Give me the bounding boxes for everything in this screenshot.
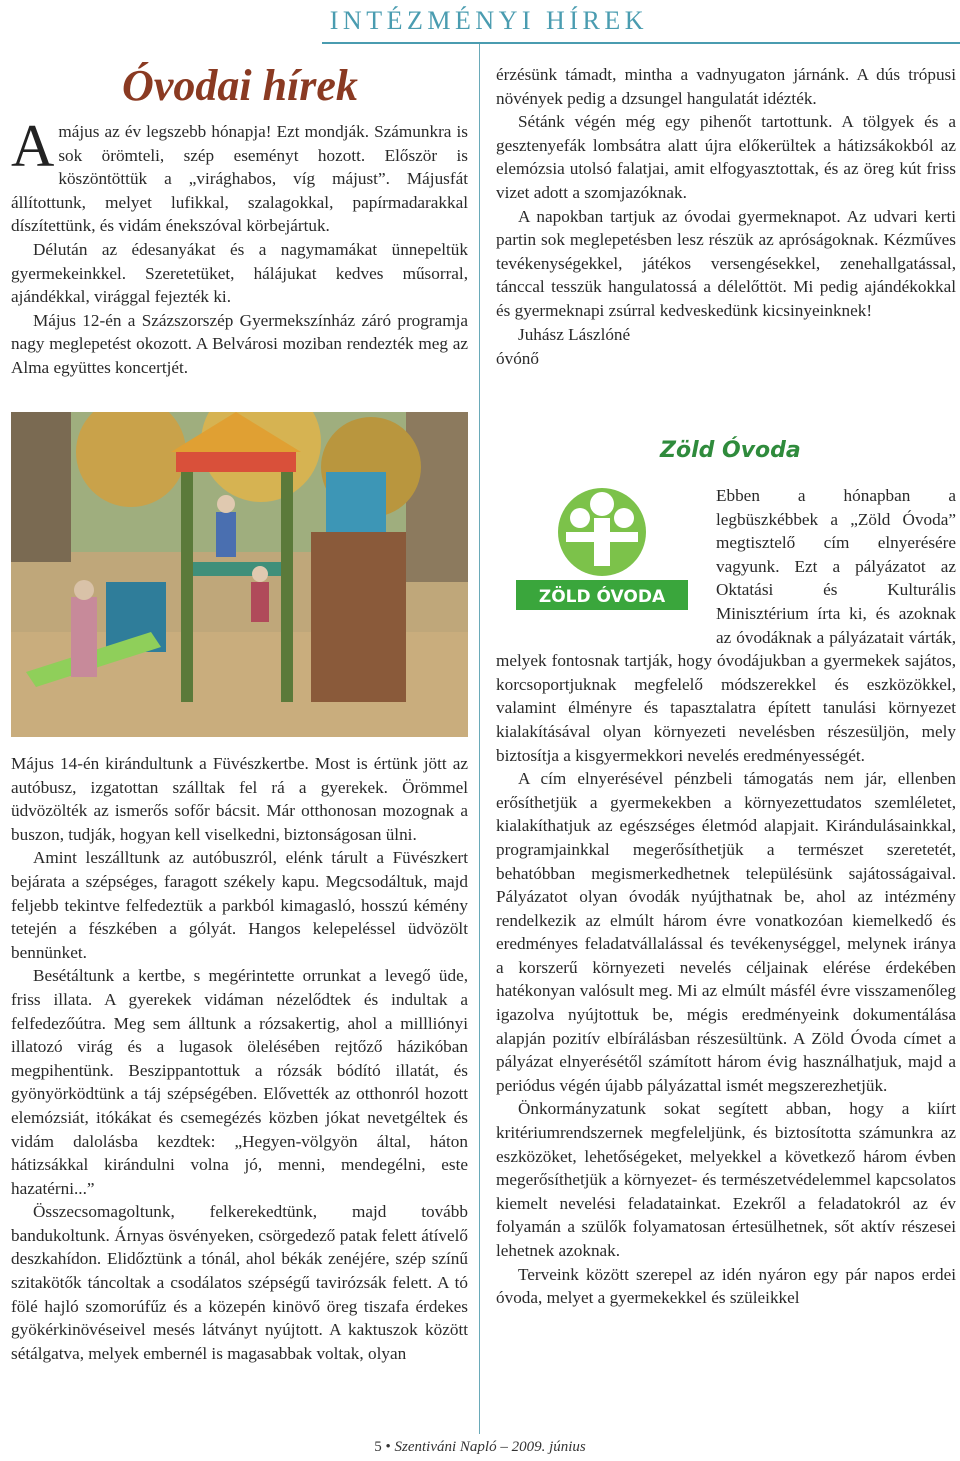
intro-paragraph-3: Május 12-én a Százszorszép Gyermekszínház záró programja nagy meglepetést okozott. A Belvárosi moziban rendezték meg az Alma együttes koncertjét. (11, 310, 468, 377)
excursion-story (11, 752, 468, 1365)
zold-paragraph-4: Terveink között szerepel az idén nyáron egy pár napos erdei óvoda, melyet a gyermekekkel és szüleikkel (496, 1264, 956, 1308)
story-paragraph-2: Amint leszálltunk az autóbuszról, elénk tárult a Füvészkert bejárata a szépséges, faragott székely kapu. Megcsodáltuk, majd feljebb tekintve felfedeztük a parkból kimagasló, hosszú kémény tetején a fészkében a gólyát. Hangos kelepeléssel üdvözölt bennünket. (11, 848, 468, 962)
section-title: INTÉZMÉNYI HÍREK (329, 6, 648, 35)
intro-paragraph-2: Délután az édesanyákat és a nagymamákat ünnepeltük gyermekeinkkel. Szeretetüket, hálájukat kedves műsorral, ajándékkal, virággal fejezték ki. (11, 239, 468, 307)
signature-name: Juhász Lászlóné (518, 324, 631, 344)
zold-paragraph-1-text: Ebben a hónapban a legbüszkébbek a „Zöld Óvoda” megtisztelő cím elnyerésére vagyunk. Ezt a pályázatot az Oktatási és Kulturális Minisztérium írta ki, és azoknak az óvodáknak a pályázatait várták, melyek fontosnak tartják, hogy óvodájukban a gyermekek sajátos, korcsoportjuknak megfelelő módszerekkel és eszközökkel, valamint élményre és tapasztalatra épített tanulási környezet kialakításával olyan környezeti nevelésben részesüljön, mely biztosítja a kisgyermekkori nevelés eredményességét. (496, 486, 956, 765)
zold-paragraph-1 (496, 484, 956, 767)
zold-ovoda-heading: Zöld Óvoda (660, 438, 801, 463)
intro-paragraph-1 (11, 113, 468, 238)
right-paragraph-3: A napokban tartjuk az óvodai gyermeknapot. Az udvari kerti partin sok meglepetésben lesz részük az apróságoknak. Kézműves tevékenységekkel, játékos versengésekkel, zenehallgatással, tánccal tesszük hangulatossá a délelőttöt. Mi pedig ajándékokkal és gyermeknapi zsúrral kedveskedünk kicsinyeinknek! (496, 206, 956, 320)
column-divider (479, 44, 480, 1434)
signature-role: óvónő (496, 348, 539, 368)
intro-paragraph-1-text: május az év legszebb hónapja! Ezt mondják. Számunkra is sok örömteli, szép eseményt hozott. Először is köszöntöttük a „virághabos, víg májust”. Májusfát állítottunk, melyet lufikkal, szalagokkal, papírmadarakkal díszítettünk, és vidám énekszóval körbejártuk. (11, 122, 468, 236)
playground-photo (11, 412, 468, 737)
article-title: Óvodai hírek (122, 61, 358, 110)
page-number: 5 (374, 1439, 382, 1455)
signature (496, 323, 956, 371)
story-paragraph-1: Május 14-én kirándultunk a Füvészkertbe. Most is értünk jött az autóbusz, izgatottan szálltak fel rá a gyerekek. Örömmel üdvözölték az ismerős sofőr bácsit. Már otthonosan mozognak a buszon, tudják, hogyan kell viselkedni, biztonságosan ülni. (11, 754, 468, 844)
drop-cap: A (11, 113, 55, 179)
magazine-name: Szentiváni Napló – 2009. június (394, 1439, 586, 1455)
playground-photo-art (11, 412, 468, 737)
logo-text: ZÖLD ÓVODA (538, 587, 666, 607)
zold-paragraph-2: A cím elnyerésével pénzbeli támogatás nem jár, ellenben erősíthetjük a gyermekekben a környezettudatos szemléletet, kialakíthatjuk az egészséges életmód alapjait. Kirándulásainkkal, programjainkkal megerősíthetjük a természet szeretetét, behatóbban megismerkedhetnek településünk sajátosságaival. Pályázatot olyan óvodák nyújthatnak be, ahol az intézmény rendelkezik az elmúlt három évre vonatkozóan kiemelkedő és eredményes feladatvállalással és tevékenységgel, melynek iránya a korszerű környezeti nevelés céljainak elérése érdekében hatékonyan valósult meg. Mi az elmúlt másfél évre visszamenőleg igazolva nyújtottuk be, mégis eredményeink dokumentálása alapján pozitív elbírálásban részesültünk. A Zöld Óvoda címet a pályázat elnyerésétől számított három évig használhatjuk, majd a periódus végén újabb pályázattal ismét megszerezhetjük. (496, 769, 956, 1095)
zold-ovoda-text (496, 484, 956, 1310)
header-rule (322, 42, 960, 44)
story-paragraph-4: Összecsomagoltunk, felkerekedtünk, majd tovább bandukoltunk. Árnyas ösvényeken, csörgedező patak felett átívelő deszkahídon. Elidőztünk a tónál, ahol békák zenéjére, szép színű szitakötők táncoltak a csodálatos szépségű tavirózsák felett. A tó fölé hajló szomorúfűz és a közepén kinövő öreg tiszafa érdekes gyökérkinövéseivel mesés látványt nyújtott. A kaktuszok között sétálgatva, melyek embernél is magasabbak voltak, olyan (11, 1202, 468, 1363)
footer-bullet: • (385, 1439, 391, 1455)
section-header (0, 0, 960, 44)
story-paragraph-3: Besétáltunk a kertbe, s megérintette orrunkat a levegő üde, friss illata. A gyerekek vidáman nézelődtek és indultak a felfedezőútra. Meg sem álltunk a rózsakertig, ahol a millliónyi illatozó virág és a lugasok ölelésében rejtőző házikóban megpihentünk. Beszippantottuk a rózsák bódító illatát, és gyönyörködtünk a táj szépségében. Elővették az otthonról hozott elemózsiát, itókákat és csemegézés közben jókat nevetgéltek és vidám dalolásba kezdtek: „Hegyen-völgyön által, háton hátizsákkal kirándulni volna jó, menni, mendegélni, este hazatérni...” (11, 966, 468, 1198)
right-paragraph-1: érzésünk támadt, mintha a vadnyugaton járnánk. A dús trópusi növények pedig a dzsungel hangulatát idézték. (496, 65, 956, 108)
intro-text (11, 113, 468, 380)
right-paragraph-2: Sétánk végén még egy pihenőt tartottunk. A tölgyek és a gesztenyefák lombsátra alatt újra előkerültek a hátizsákokból az elemózsia utolsó falatjai, amit elfogyasztottak, és az öreg kút friss vizet adott a szomjazóknak. (496, 112, 956, 202)
page-footer (0, 1439, 960, 1456)
story-continuation (496, 63, 956, 371)
logo-spacer (496, 484, 716, 626)
zold-paragraph-3: Önkormányzatunk sokat segített abban, hogy a kiírt kritériumrendszernek megfeleljünk, és biztosította számunkra az eszközöket, lehetőségeket, melyekkel a következő három évben megerősíthetjük a környezet- és természetvédelemmel kapcsolatos kiemelt nevelési feladatainkat. Ezekről a feladatokról az év folyamán a szülők folyamatosan értesülhetnek, sőt aktív részesei lehetnek azoknak. (496, 1099, 956, 1260)
